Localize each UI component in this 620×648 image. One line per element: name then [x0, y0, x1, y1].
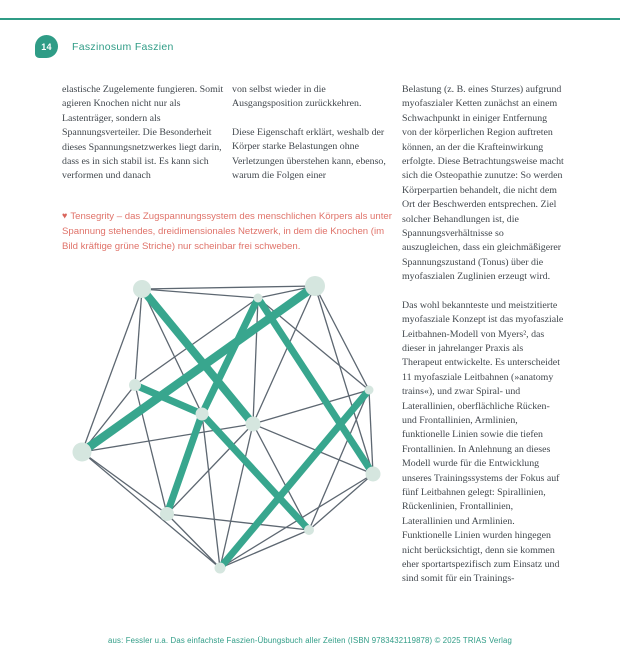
text-column-1 — [62, 83, 224, 198]
tendon-line — [202, 414, 220, 568]
network-node — [196, 408, 209, 421]
paragraph: Diese Eigenschaft erklärt, weshalb der Körper starke Belastungen ohne Verletzungen überstehen kann, ebenso, warum die Folgen einer — [232, 126, 386, 182]
text-column-3 — [402, 83, 564, 623]
tendon-line — [82, 452, 220, 568]
bone-line — [258, 298, 373, 474]
network-node — [129, 379, 141, 391]
page-number-badge — [35, 35, 58, 58]
network-node — [254, 294, 263, 303]
figure-caption — [62, 209, 394, 254]
bone-line — [202, 414, 309, 530]
paragraph: elastische Zugelemente fungieren. Somit agieren Knochen nicht nur als Lastenträger, sondern als Spannungsverteiler. Die Besonderheit dieses Spannungsnetzwerkes liegt darin, dass es in sich stabil ist. Es kann sich verformen und danach — [62, 84, 224, 182]
top-accent-rule — [0, 18, 620, 20]
network-node — [215, 563, 226, 574]
network-node — [160, 507, 174, 521]
paragraph: Belastung (z. B. eines Sturzes) aufgrund myofaszialer Ketten zunächst an einem Schwachpunkt in einiger Entfernung von der körperlichen Region auftreten können, an der die Krafteinwirkung erfolgte. Diese Betrachtungsweise macht sich die Osteopathie zunutze: So werden Körperpartien behandelt, die nicht dem Ort der Beschwerden entsprechen. Ziel solcher Behandlungen ist, die Spannungsverhältnisse so auszugleichen, dass ein gleichmäßigerer Spannungszustand (Tonus) über die myofaszialen Zuglinien erzeugt wird. — [402, 84, 564, 283]
network-node — [304, 525, 314, 535]
figure-area — [56, 262, 396, 622]
network-node — [133, 280, 151, 298]
page-header-title: Faszinosum Faszien — [72, 41, 174, 53]
network-node — [366, 467, 381, 482]
tensegrity-diagram — [56, 262, 396, 622]
source-attribution: aus: Fessler u.a. Das einfachste Faszien-Übungsbuch aller Zeiten (ISBN 9783432119878) © 2025 TRIAS Verlag — [108, 636, 512, 645]
text-column-2 — [232, 83, 394, 197]
tendon-line — [253, 298, 258, 424]
network-node — [365, 386, 374, 395]
paragraph: von selbst wieder in die Ausgangsposition zurückkehren. — [232, 84, 362, 110]
caption-marker-icon: ♥ — [62, 210, 68, 221]
tendon-line — [142, 289, 258, 298]
network-node — [73, 443, 92, 462]
network-node — [305, 276, 325, 296]
bone-line — [167, 414, 202, 514]
network-node — [246, 417, 261, 432]
tendon-line — [309, 474, 373, 530]
tendon-line — [167, 514, 220, 568]
paragraph: Das wohl bekannteste und meistzitierte myofasziale Konzept ist das myofasziale Leitbahnen-Modell von Myers², das dieser in jahrelanger Praxis als Therapeut entwickelte. Es unterscheidet 11 myofasziale Leitbahnen (»anatomy trains«), und zwar Spiral- und Laterallinien, oberflächliche Rücken- und Frontallinien, Armlinien, funktionelle Linien sowie die tiefen Frontallinien. In Anlehnung an dieses Modell wurde für die Entwicklung unseres Trainingssystems der Fokus auf fünf Leitbahnen gelegt: Spirallinien, Rückenlinien, Frontallinien, Laterallinien und Armlinien. Funktionelle Linien wurden hingegen nicht berücksichtigt, denn sie kommen eher sportartspezifisch zum Einsatz und sind somit für ein Trainings- — [402, 299, 564, 585]
figure-caption-text: Tensegrity – das Zugspannungssystem des menschlichen Körpers als unter Spannung stehendes, dreidimensionales Netzwerk, in dem die Knochen (im Bild kräftige grüne Striche) nur scheinbar frei schweben. — [62, 211, 392, 252]
tendon-line — [167, 514, 309, 530]
tendon-line — [142, 286, 315, 289]
page-number: 14 — [41, 41, 52, 52]
